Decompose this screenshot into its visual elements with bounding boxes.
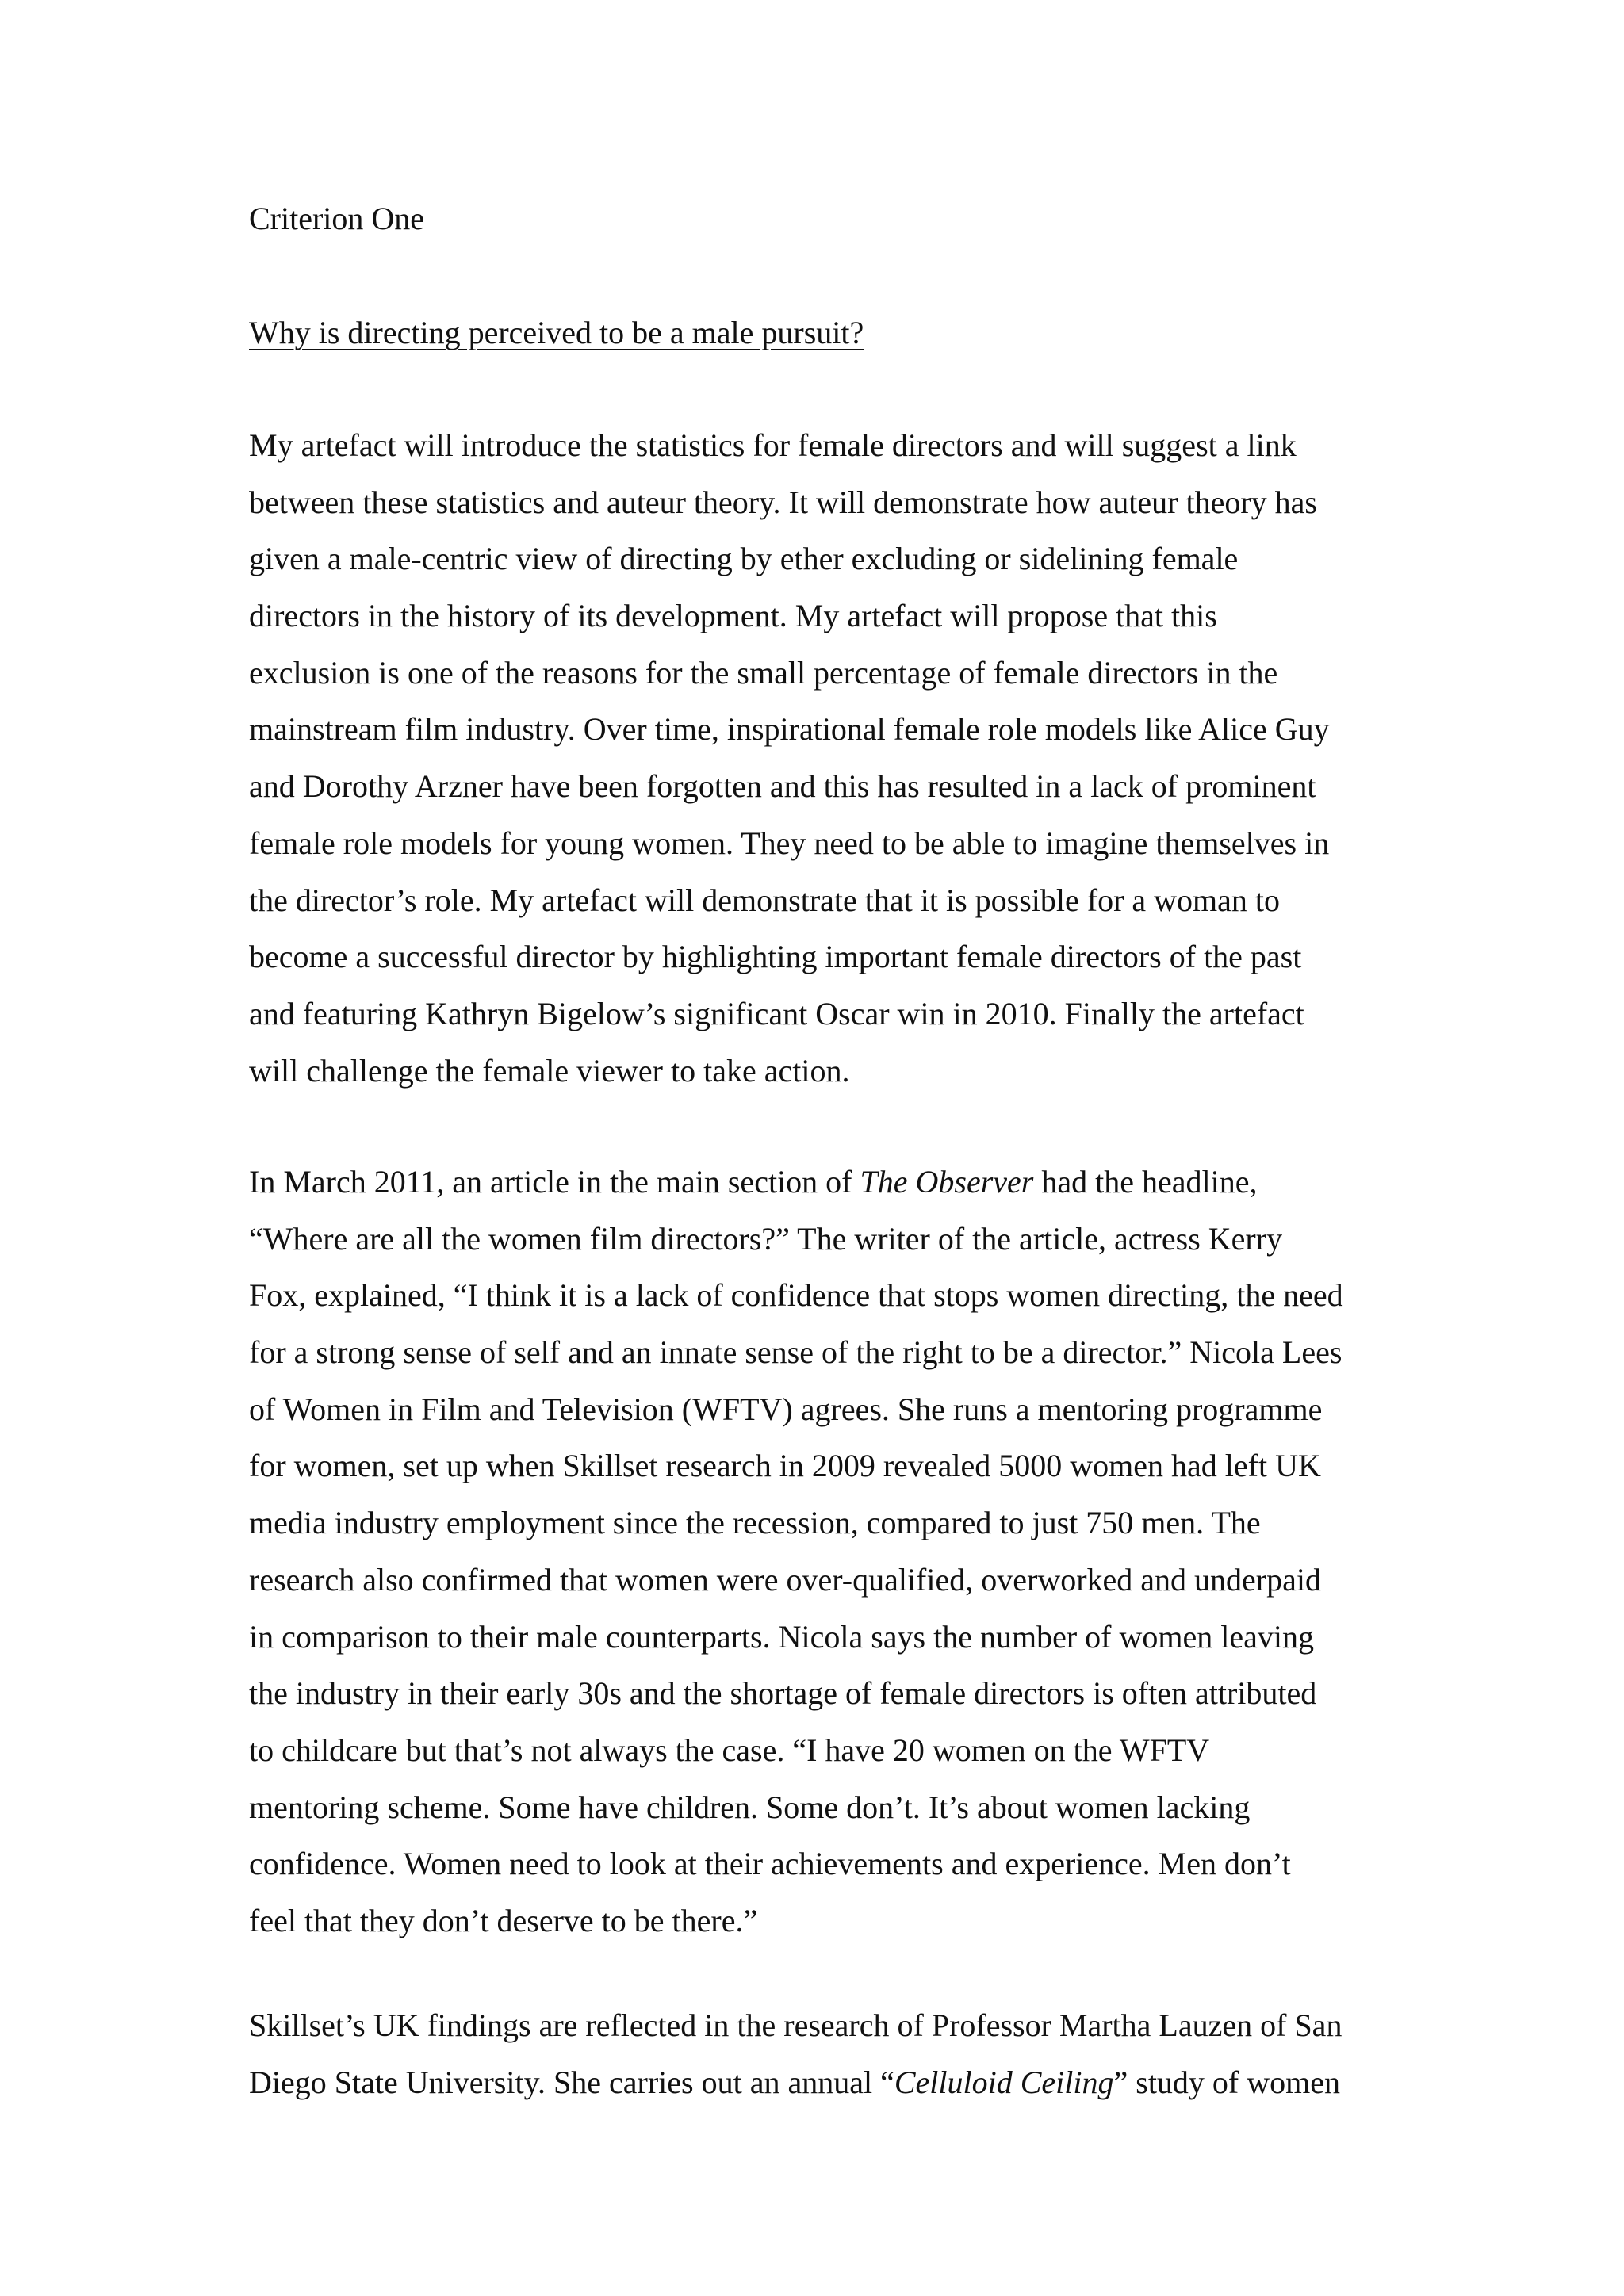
line-text: In March 2011, an article in the main section of [249,1164,860,1200]
line-text: Diego State University. She carries out an annual “ [249,2064,894,2100]
paragraph-line: and featuring Kathryn Bigelow’s significant Oscar win in 2010. Finally the artefact [249,995,1304,1031]
paragraph-line: feel that they don’t deserve to be there.” [249,1902,758,1938]
paragraph-observer-article [249,1160,1343,1956]
paragraph-line: and Dorothy Arzner have been forgotten and this has resulted in a lack of prominent [249,768,1316,805]
paragraph-line: between these statistics and auteur theory. It will demonstrate how auteur theory has [249,484,1317,520]
paragraph-line [249,1160,1343,1217]
line-text: ” study of women [1113,2064,1341,2100]
paragraph-line: research also confirmed that women were over-qualified, overworked and underpaid [249,1561,1321,1598]
paragraph-line: mentoring scheme. Some have children. Some don’t. It’s about women lacking [249,1789,1251,1825]
paragraph-line: for women, set up when Skillset research in 2009 revealed 5000 women had left UK [249,1448,1321,1484]
line-text: had the headline, [1033,1164,1258,1200]
paragraph-line: confidence. Women need to look at their achievements and experience. Men don’t [249,1846,1291,1882]
paragraph-line: become a successful director by highlighting important female directors of the past [249,939,1302,975]
paragraph-line: the director’s role. My artefact will demonstrate that it is possible for a woman to [249,882,1281,918]
paragraph-line: of Women in Film and Television (WFTV) agrees. She runs a mentoring programme [249,1391,1323,1427]
paragraph-skillset-findings [249,2003,1342,2117]
paragraph-line: My artefact will introduce the statistics for female directors and will suggest a link [249,427,1297,463]
paragraph-line [249,2061,1342,2118]
paragraph-line: given a male-centric view of directing by ether excluding or sidelining female [249,541,1239,577]
paragraph-line: directors in the history of its development. My artefact will propose that this [249,598,1217,634]
paragraph-line: for a strong sense of self and an innate sense of the right to be a director.” Nicola Lees [249,1334,1342,1371]
paragraph-line: in comparison to their male counterparts. Nicola says the number of women leaving [249,1618,1314,1655]
paragraph-line: female role models for young women. They need to be able to imagine themselves in [249,825,1330,861]
paragraph-line: to childcare but that’s not always the case. “I have 20 women on the WFTV [249,1732,1210,1768]
paragraph-line: “Where are all the women film directors?” The writer of the article, actress Kerry [249,1220,1283,1257]
paragraph-line: the industry in their early 30s and the shortage of female directors is often attributed [249,1675,1317,1712]
paragraph-line: will challenge the female viewer to take action. [249,1052,850,1089]
study-title: Celluloid Ceiling [894,2064,1114,2100]
paragraph-line: Skillset’s UK findings are reflected in the research of Professor Martha Lauzen of San [249,2007,1342,2043]
paragraph-line: mainstream film industry. Over time, inspirational female role models like Alice Guy [249,711,1330,748]
paragraph-line: media industry employment since the recession, compared to just 750 men. The [249,1505,1261,1541]
paragraph-line: exclusion is one of the reasons for the small percentage of female directors in the [249,654,1278,691]
publication-title: The Observer [860,1164,1034,1200]
document-subheading: Why is directing perceived to be a male pursuit? [249,315,864,350]
paragraph-introduction [249,423,1330,1105]
paragraph-line: Fox, explained, “I think it is a lack of confidence that stops women directing, the need [249,1277,1343,1314]
document-heading: Criterion One [249,201,425,236]
